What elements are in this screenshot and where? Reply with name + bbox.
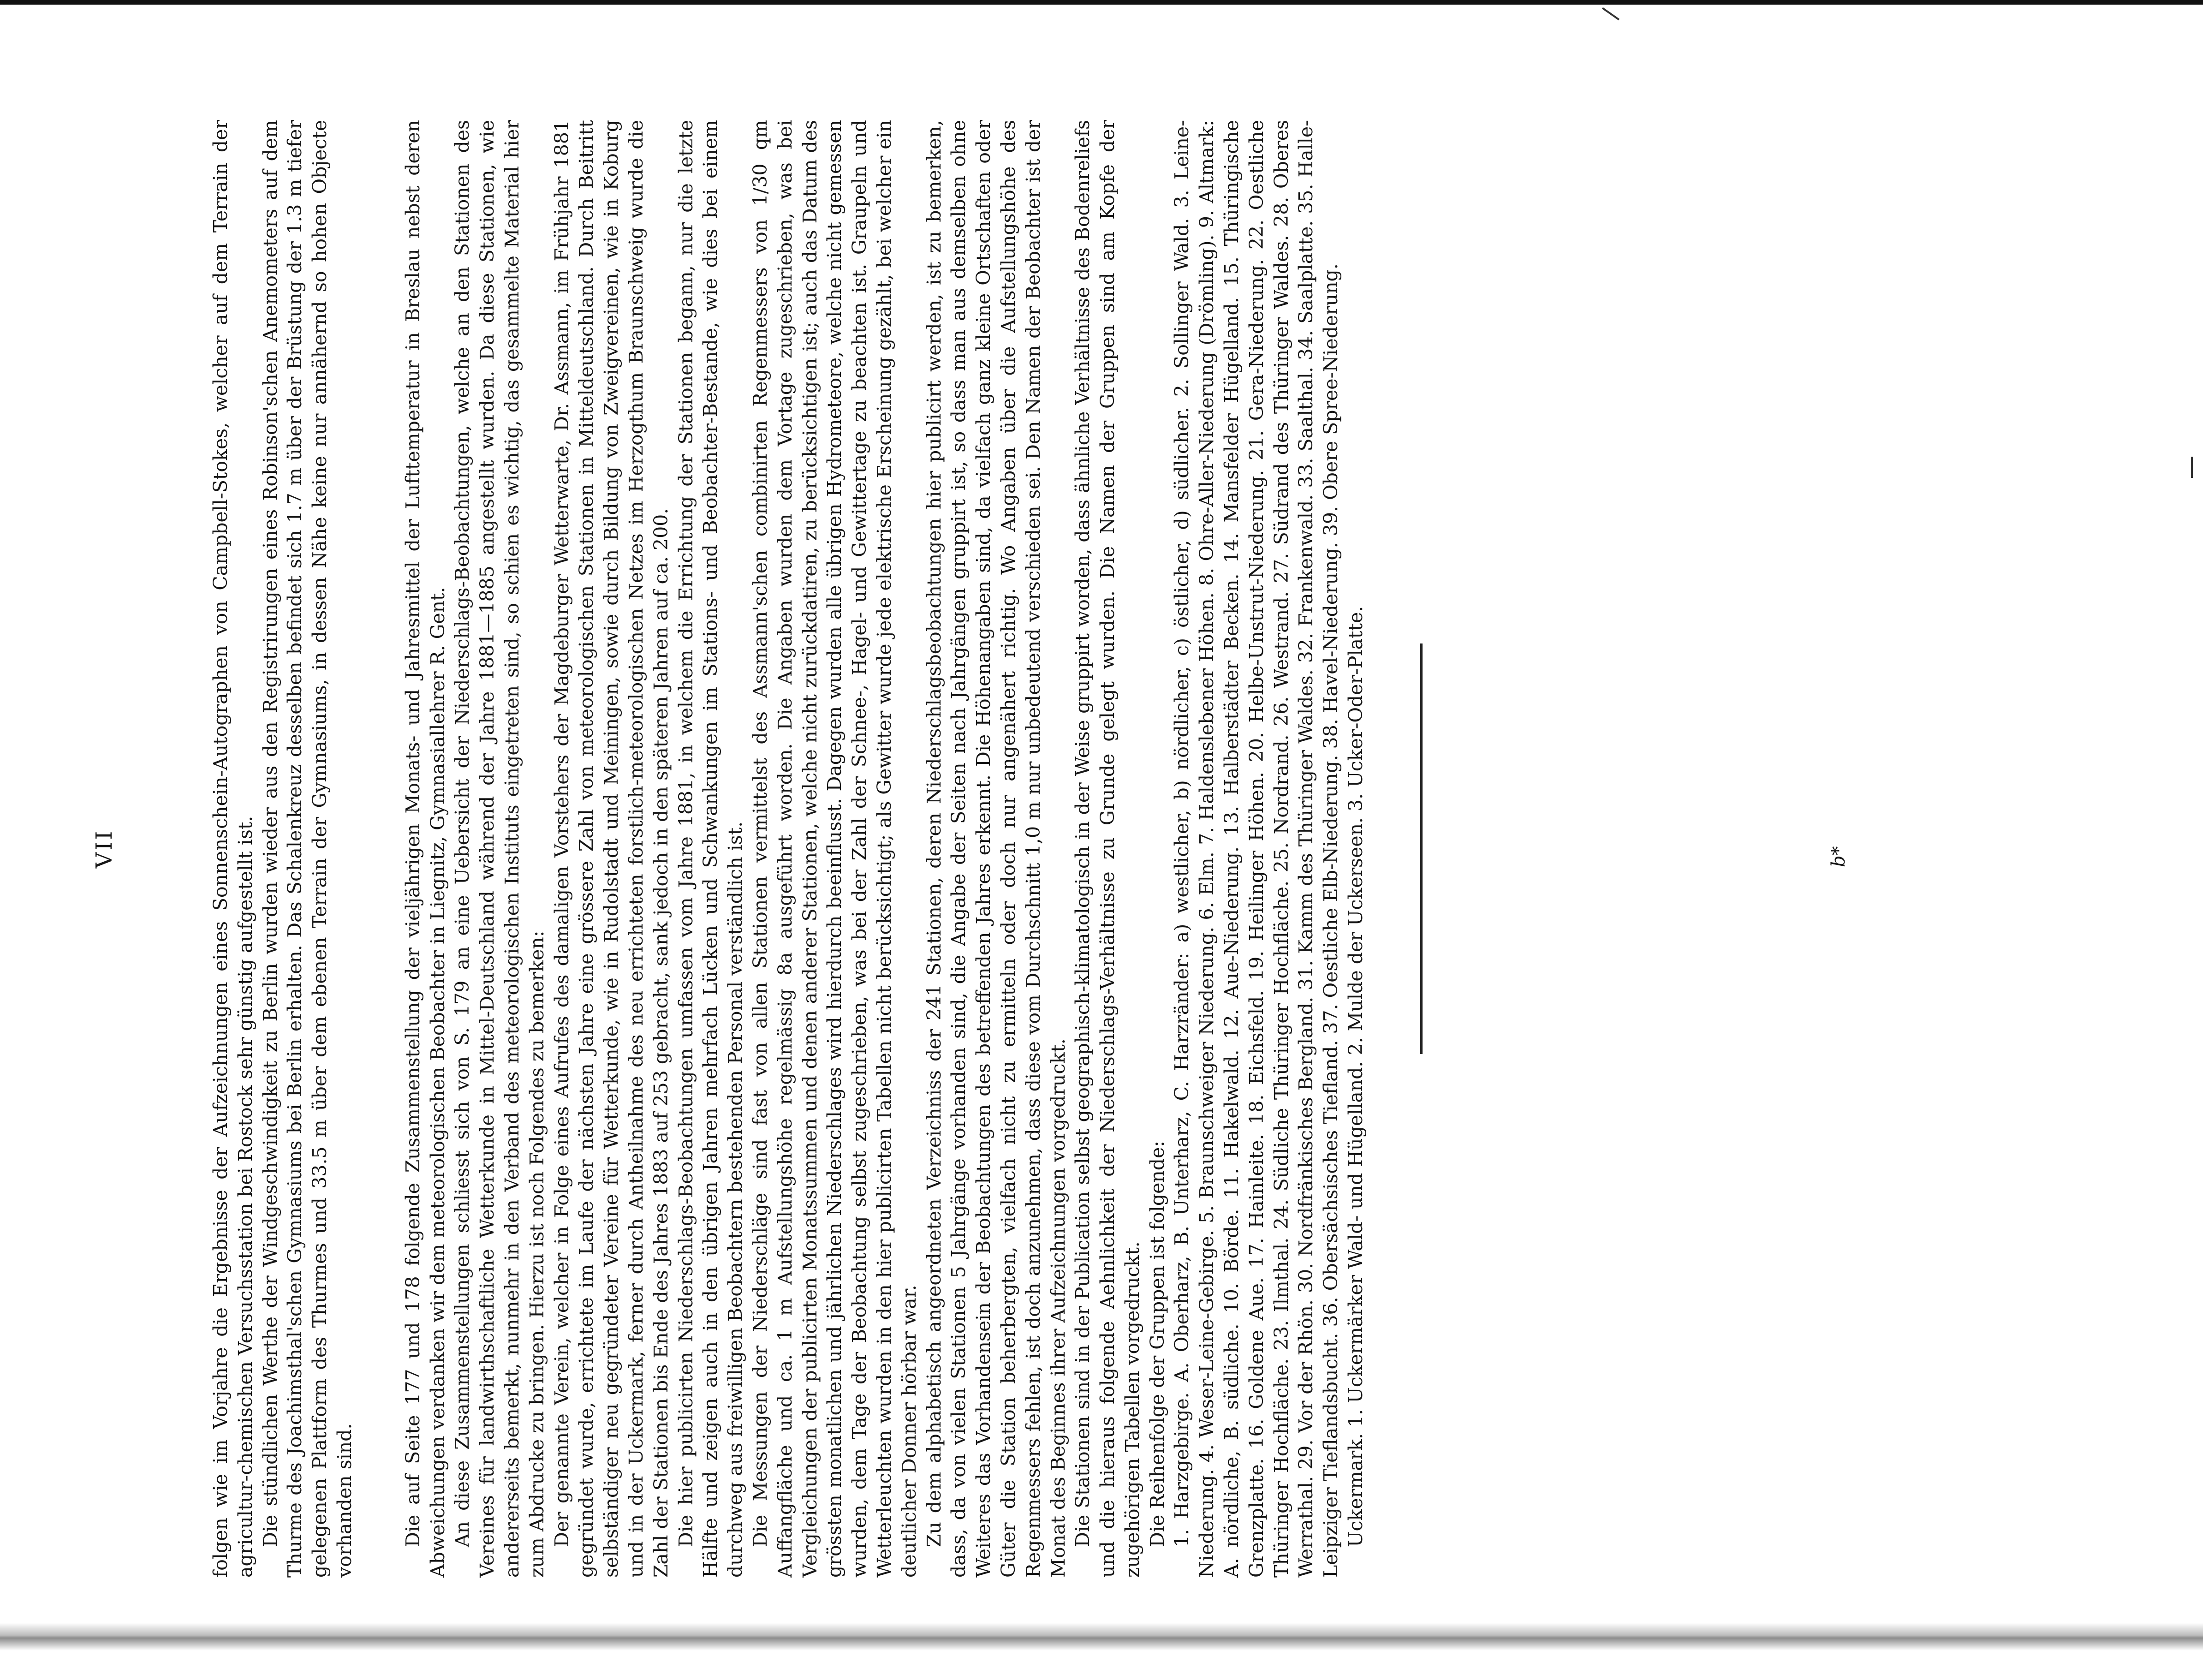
group-list-uckermark: Uckermark. 1. Uckermärker Wald- und Hügelland. 2. Mulde der Uckerseen. 3. Ucker-Oder-Platte.	[1345, 606, 1367, 1547]
section-rule	[1420, 643, 1423, 1054]
page-number: VII	[91, 829, 117, 869]
scan-artifact-side-mark	[2191, 457, 2193, 478]
scan-edge-shadow	[0, 1623, 2203, 1650]
paragraph: folgen wie im Vorjahre die Ergebnisse der Aufzeichnungen eines Sonnenschein-Autographen von Campbell-Stokes, welcher auf dem Terrain der agricultur-chemischen Versuchsstation bei Rostock sehr günstig aufgestellt ist.	[209, 120, 256, 1578]
signature-mark: b*	[1828, 846, 1849, 867]
paragraph: Die Messungen der Niederschläge sind fast von allen Stationen vermittelst des Assmann'schen combinirten Regenmessers von 1/30 qm Auffangfläche und ca. 1 m Aufstellungshöhe regelmässig 8a ausgeführt worden. Die Angaben wurden dem Vortage zugeschrieben, was bei Vergleichungen der publicirten Monatssummen und denen anderer Stationen, welche nicht zurückdatiren, zu berücksichtigen ist; auch das Datum des grössten monatlichen und jährlichen Niederschlages wird hierdurch beeinflusst. Dagegen wurden alle übrigen Hydrometeore, welche nicht gemessen wurden, dem Tage der Beobachtung selbst zugeschrieben, was bei der Zahl der Schnee-, Hagel- und Gewittertage zu beachten ist. Graupeln und Wetterleuchten wurden in den hier publicirten Tabellen nicht berücksichtigt; als Gewitter wurde jede elektrische Erscheinung gezählt, bei welcher ein deutlicher Donner hörbar war.	[749, 120, 920, 1578]
group-list: 1. Harzgebirge. A. Oberharz, B. Unterharz, C. Harzränder: a) westlicher, b) nördlicher, c) östlicher, d) südlicher. 2. Sollinger Wald. 3. Leine-Niederung. 4. Weser-Leine-Gebirge. 5. Braunschweiger Niederung. 6. Elm. 7. Haldenslebener Höhen. 8. Ohre-Aller-Niederung (Drömling). 9. Altmark: A. nördliche, B. südliche. 10. Börde. 11. Hakelwald. 12. Aue-Niederung. 13. Halberstädter Becken. 14. Mansfelder Hügelland. 15. Thüringische Grenzplatte. 16. Goldene Aue. 17. Hainleite. 18. Eichsfeld. 19. Heilinger Höhen. 20. Helbe-Unstrut-Niederung. 21. Gera-Niederung. 22. Oestliche Thüringer Hochfläche. 23. Ilmthal. 24. Südliche Thüringer Hochfläche. 25. Nordrand. 26. Westrand. 27. Südrand des Thüringer Waldes. 28. Oberes Werrathal. 29. Vor der Rhön. 30. Nordfränkisches Bergland. 31. Kamm des Thüringer Waldes. 32. Frankenwald. 33. Saalthal. 34. Saalplatte. 35. Halle-Leipziger Tieflandsbucht. 36. Obersächsisches Tiefland. 37. Oestliche Elb-Niederung. 38. Havel-Niederung. 39. Obere Spree-Niederung.	[1171, 120, 1342, 1578]
scan-top-border	[0, 0, 2203, 5]
paragraph: Die Stationen sind in der Publication selbst geographisch-klimatologisch in der Weise gruppirt worden, dass ähnliche Verhältnisse des Bodenreliefs und die hieraus folgende Aehnlichkeit der Niederschlags-Verhältnisse zu Grunde gelegt wurden. Die Namen der Gruppen sind am Kopfe der zugehörigen Tabellen vorgedruckt.	[1072, 120, 1143, 1578]
paragraph: Die stündlichen Werthe der Windgeschwindigkeit zu Berlin wurden wieder aus den Registrirungen eines Robinson'schen Anemometers auf dem Thurme des Joachimsthal'schen Gymnasiums bei Berlin erhalten. Das Schalenkreuz desselben befindet sich 1.7 m über der Brüstung der 1.3 m tiefer gelegenen Plattform des Thurmes und 33.5 m über dem ebenen Terrain der Gymnasiums, in dessen Nähe keine nur annähernd so hohen Objecte vorhanden sind.	[259, 120, 356, 1578]
paragraph: An diese Zusammenstellungen schliesst sich von S. 179 an eine Uebersicht der Niederschlags-Beobachtungen, welche an den Stationen des Vereines für landwirthschaftliche Wetterkunde in Mittel-Deutschland während der Jahre 1881—1885 angestellt wurden. Da diese Stationen, wie andererseits bemerkt, nunmehr in den Verband des meteorologischen Instituts eingetreten sind, so schien es wichtig, das gesammelte Material hier zum Abdrucke zu bringen. Hierzu ist noch Folgendes zu bemerken:	[451, 120, 548, 1578]
rotated-text-column	[92, 120, 1933, 1578]
paragraph: Die auf Seite 177 und 178 folgende Zusammenstellung der vieljährigen Monats- und Jahresmittel der Lufttemperatur in Breslau nebst deren Abweichungen verdanken wir dem meteorologischen Beobachter in Liegnitz, Gymnasiallehrer R. Gent.	[401, 120, 449, 1578]
scan-artifact-mark	[1602, 7, 1620, 21]
paragraph: Der genannte Verein, welcher in Folge eines Aufrufes des damaligen Vorstehers der Magdeburger Wetterwarte, Dr. Assmann, im Frühjahr 1881 gegründet wurde, errichtete im Laufe der nächsten Jahre eine grössere Zahl von meteorologischen Stationen in Mitteldeutschland. Durch Beitritt selbständiger neu gegründeter Vereine für Wetterkunde, wie in Rudolstadt und Meiningen, sowie durch Bildung von Zweigvereinen, wie in Koburg und in der Uckermark, ferner durch Antheilnahme des neu errichteten forstlich-meteorologischen Netzes im Herzogthum Braunschweig wurde die Zahl der Stationen bis Ende des Jahres 1883 auf 253 gebracht, sank jedoch in den späteren Jahren auf ca. 200.	[550, 120, 672, 1578]
paragraph: Die hier publicirten Niederschlags-Beobachtungen umfassen vom Jahre 1881, in welchem die Errichtung der Stationen begann, nur die letzte Hälfte und zeigen auch in den übrigen Jahren mehrfach Lücken und Schwankungen im Stations- und Beobachter-Bestande, wie dies bei einem durchweg aus freiwilligen Beobachtern bestehenden Personal verständlich ist.	[674, 120, 747, 1578]
paragraph-gap	[357, 120, 401, 1578]
paragraph: Zu dem alphabetisch angeordneten Verzeichniss der 241 Stationen, deren Niederschlagsbeobachtungen hier publicirt werden, ist zu bemerken, dass, da von vielen Stationen 5 Jahrgänge vorhanden sind, die Angabe der Seiten nach Jahrgängen gruppirt ist, so dass man aus demselben ohne Weiteres das Vorhandensein der Beobachtungen des betreffenden Jahres erkennt. Die Höhenangaben sind, da vielfach ganz kleine Ortschaften oder Güter die Station beherbergten, vielfach nicht zu ermitteln oder doch nur angenähert richtig. Wo Angaben über die Aufstellungshöhe des Regenmessers fehlen, ist doch anzunehmen, dass diese vom Durchschnitt 1,0 m nur unbedeutend verschieden sei. Den Namen der Beobachter ist der Monat des Beginnes ihrer Aufzeichnungen vorgedruckt.	[923, 120, 1069, 1578]
paragraph: Die Reihenfolge der Gruppen ist folgende:	[1146, 1140, 1168, 1547]
